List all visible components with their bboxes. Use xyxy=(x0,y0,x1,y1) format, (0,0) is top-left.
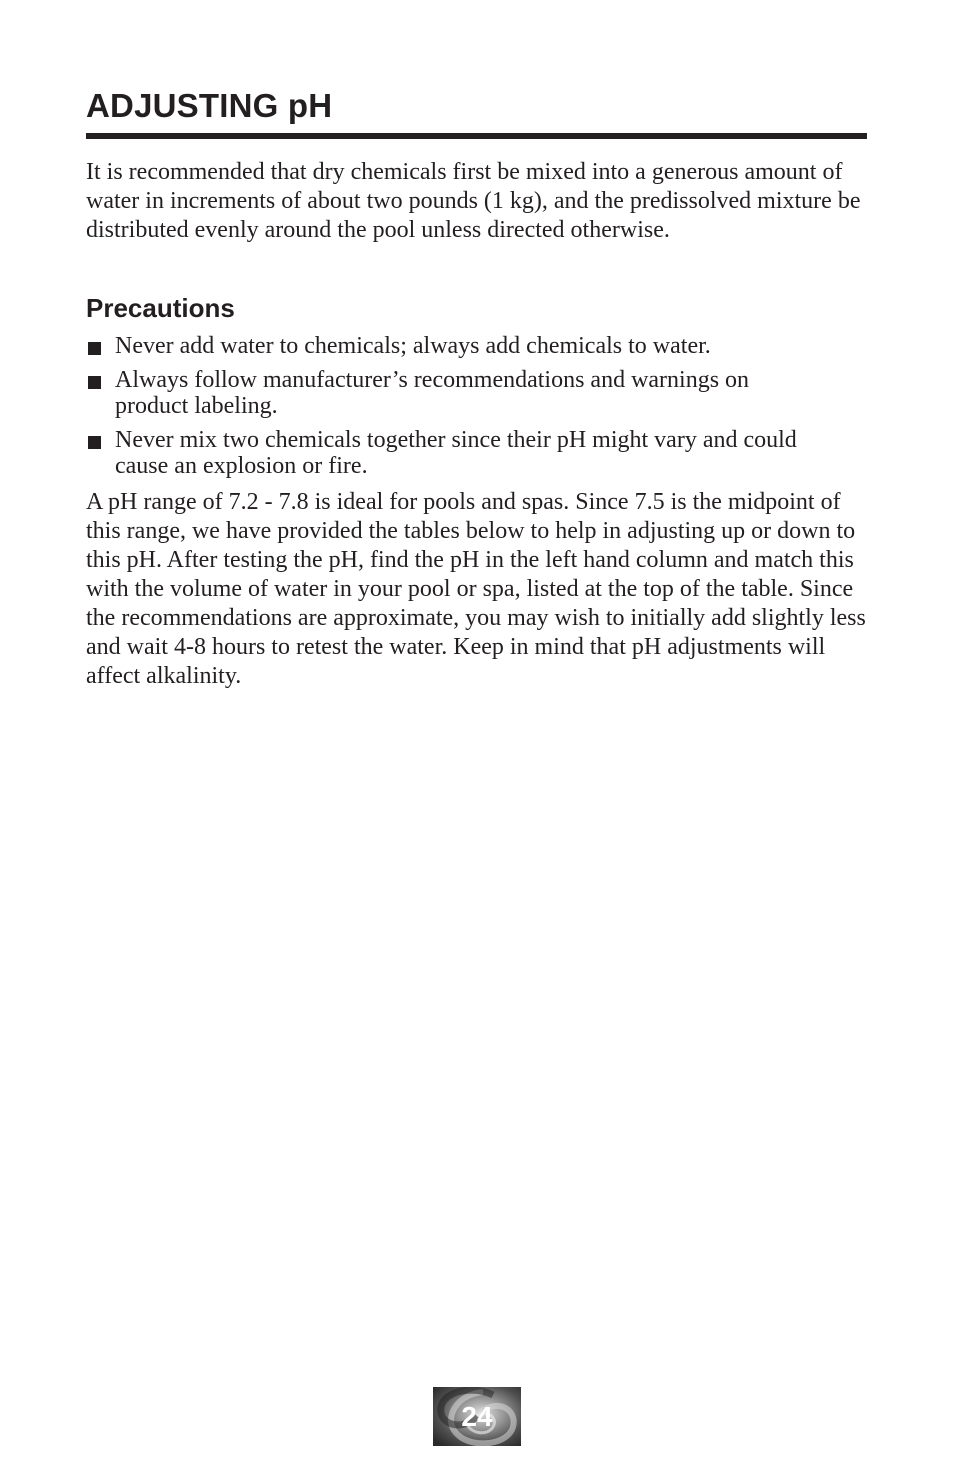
page-number-badge xyxy=(433,1387,521,1446)
square-bullet-icon xyxy=(88,342,101,355)
body-paragraph: A pH range of 7.2 - 7.8 is ideal for pools and spas. Since 7.5 is the midpoint of this range, we have provided the tables below to help in adjusting up or down to this pH. After testing the pH, find the pH in the left hand column and match this with the volume of water in your pool or spa, listed at the top of the table. Since the recommendations are approximate, you may wish to initially add slightly less and wait 4-8 hours to retest the water. Keep in mind that pH adjustments will affect alkalinity. xyxy=(86,489,866,689)
list-item-text: Never mix two chemicals together since their pH might vary and could cause an explosion or fire. xyxy=(115,427,797,479)
precautions-heading: Precautions xyxy=(86,293,235,323)
list-item xyxy=(86,367,806,419)
list-item xyxy=(86,333,806,359)
list-item-text: Always follow manufacturer’s recommendations and warnings on product labeling. xyxy=(115,367,750,419)
list-item xyxy=(86,427,806,479)
square-bullet-icon xyxy=(88,436,101,449)
page-number: 24 xyxy=(461,1401,493,1432)
title-rule xyxy=(86,133,867,139)
square-bullet-icon xyxy=(88,376,101,389)
intro-paragraph: It is recommended that dry chemicals first be mixed into a generous amount of water in increments of about two pounds (1 kg), and the predissolved mixture be distributed evenly around the pool unless directed otherwise. xyxy=(86,159,861,243)
precautions-list xyxy=(86,333,806,487)
list-item-text: Never add water to chemicals; always add chemicals to water. xyxy=(115,333,711,359)
page-title: ADJUSTING pH xyxy=(86,87,333,124)
